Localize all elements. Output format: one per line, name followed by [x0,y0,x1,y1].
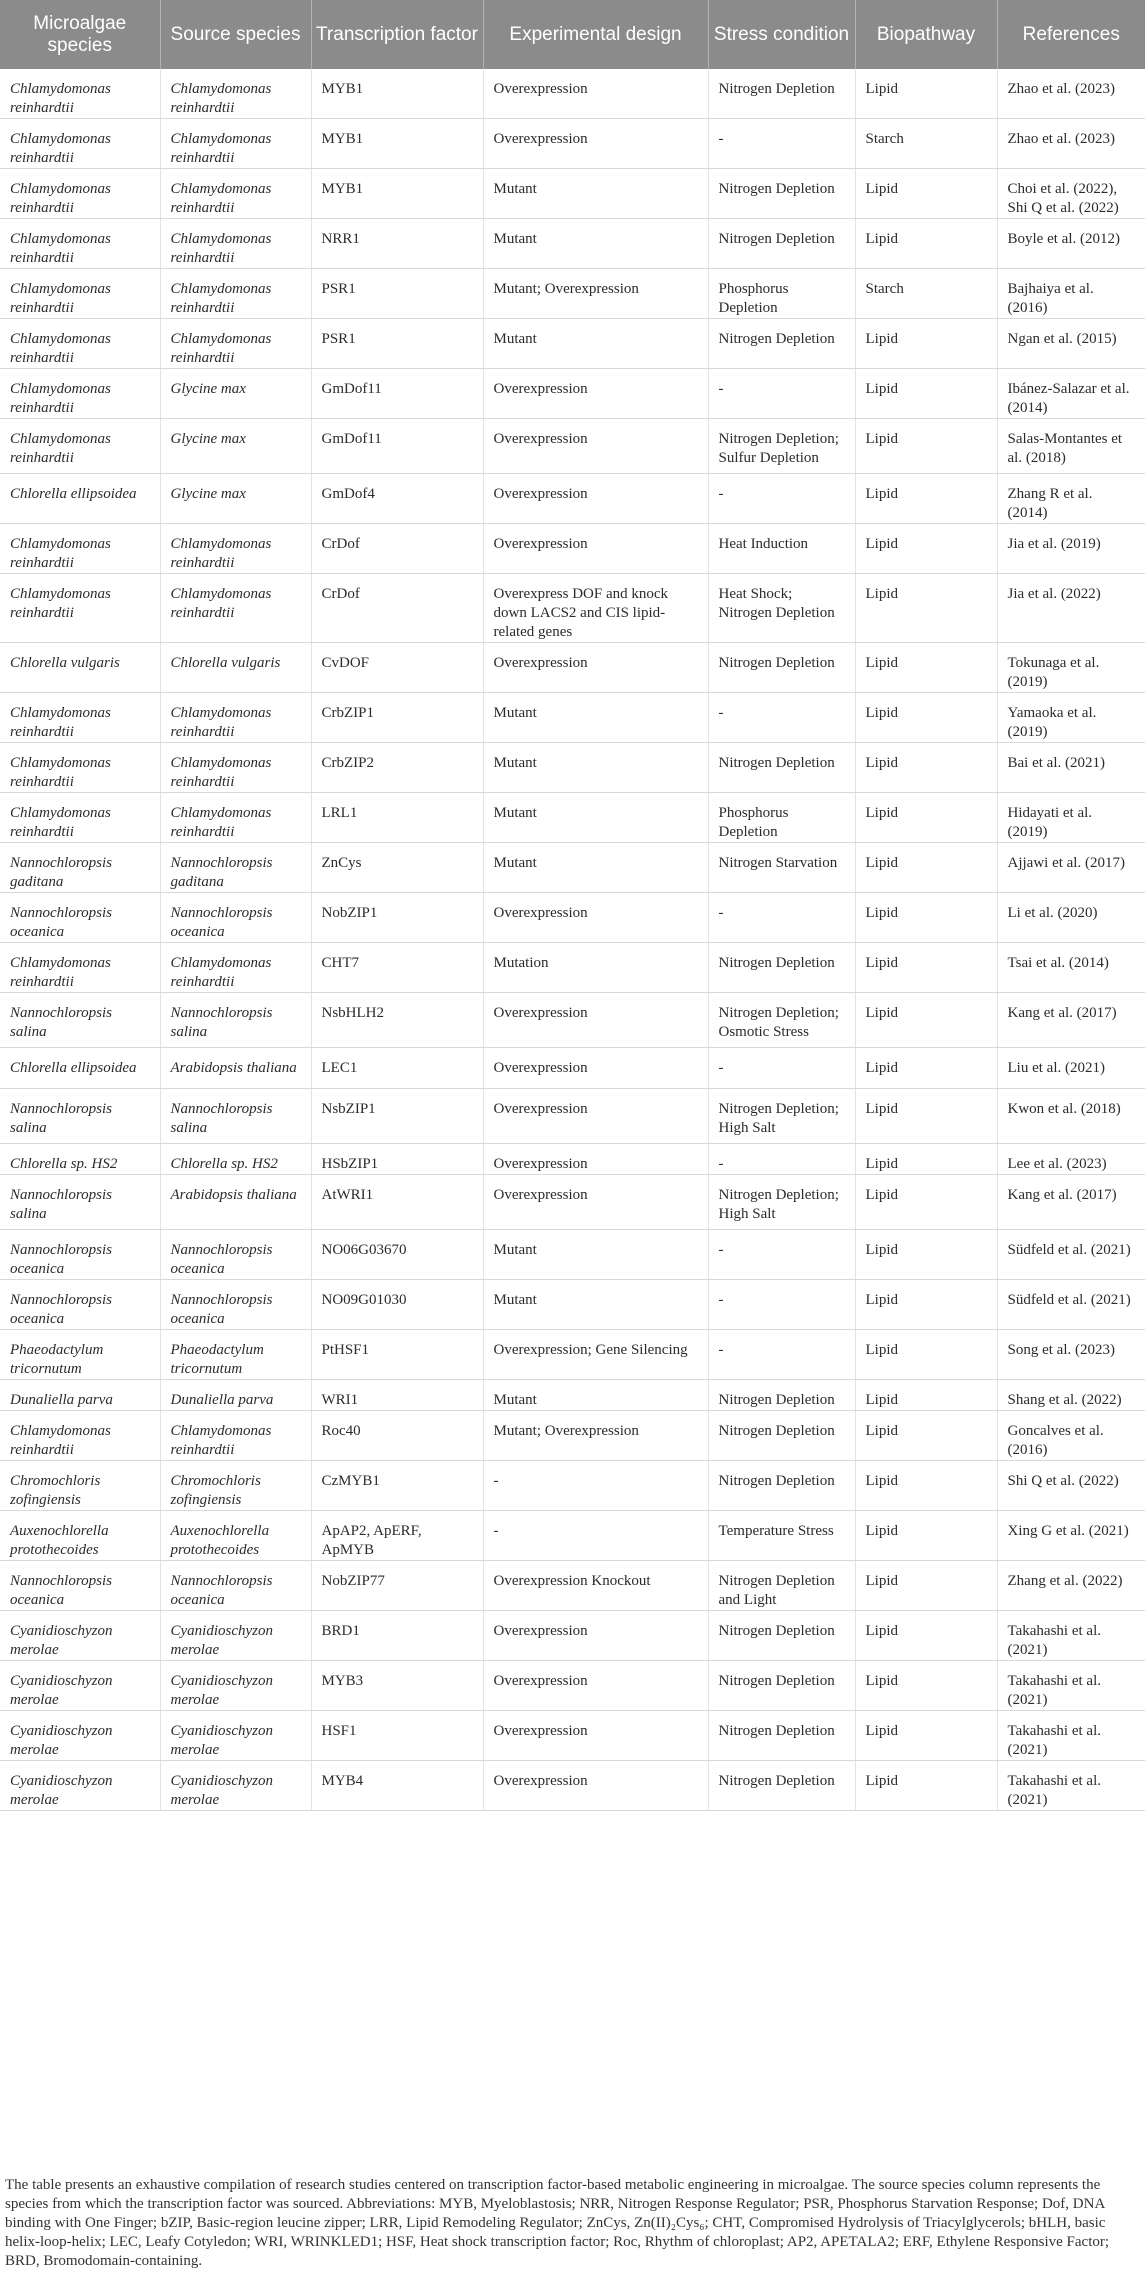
table-row [0,69,1145,119]
cell-biopathway: Starch [855,119,997,169]
cell-reference: Goncalves et al. (2016) [997,1411,1145,1461]
cell-stress-condition: Nitrogen Depletion; High Salt [708,1175,855,1230]
cell-source-species: Chlamydomonas reinhardtii [160,943,311,993]
cell-transcription-factor: MYB1 [311,169,483,219]
cell-reference: Bai et al. (2021) [997,743,1145,793]
cell-microalgae-species: Chlamydomonas reinhardtii [0,69,160,119]
table-row [0,643,1145,693]
cell-stress-condition: - [708,893,855,943]
cell-experimental-design: Overexpression [483,419,708,474]
cell-microalgae-species: Chlamydomonas reinhardtii [0,269,160,319]
cell-microalgae-species: Chlamydomonas reinhardtii [0,1411,160,1461]
cell-source-species: Chlamydomonas reinhardtii [160,119,311,169]
cell-reference: Li et al. (2020) [997,893,1145,943]
cell-transcription-factor: HSF1 [311,1711,483,1761]
cell-reference: Zhao et al. (2023) [997,69,1145,119]
cell-microalgae-species: Chlamydomonas reinhardtii [0,169,160,219]
cell-transcription-factor: WRI1 [311,1380,483,1411]
cell-reference: Choi et al. (2022), Shi Q et al. (2022) [997,169,1145,219]
cell-experimental-design: Mutant [483,219,708,269]
cell-biopathway: Lipid [855,319,997,369]
cell-biopathway: Lipid [855,1411,997,1461]
cell-biopathway: Lipid [855,1330,997,1380]
cell-biopathway: Lipid [855,743,997,793]
cell-reference: Bajhaiya et al. (2016) [997,269,1145,319]
cell-reference: Südfeld et al. (2021) [997,1230,1145,1280]
cell-stress-condition: Nitrogen Depletion; Osmotic Stress [708,993,855,1048]
cell-microalgae-species: Chlamydomonas reinhardtii [0,793,160,843]
cell-microalgae-species: Chlamydomonas reinhardtii [0,419,160,474]
table-row [0,693,1145,743]
cell-reference: Boyle et al. (2012) [997,219,1145,269]
cell-transcription-factor: GmDof11 [311,419,483,474]
cell-source-species: Glycine max [160,474,311,524]
cell-stress-condition: Nitrogen Depletion and Light [708,1561,855,1611]
cell-biopathway: Lipid [855,1175,997,1230]
table-row [0,1175,1145,1230]
cell-biopathway: Lipid [855,1611,997,1661]
cell-experimental-design: Overexpression [483,993,708,1048]
cell-reference: Ibánez-Salazar et al. (2014) [997,369,1145,419]
cell-source-species: Nannochloropsis oceanica [160,1230,311,1280]
cell-transcription-factor: PSR1 [311,319,483,369]
table-row [0,1380,1145,1411]
cell-microalgae-species: Nannochloropsis salina [0,993,160,1048]
table-row [0,943,1145,993]
cell-transcription-factor: CHT7 [311,943,483,993]
cell-experimental-design: Overexpression [483,369,708,419]
cell-stress-condition: Nitrogen Depletion [708,743,855,793]
cell-microalgae-species: Nannochloropsis oceanica [0,1561,160,1611]
cell-source-species: Nannochloropsis gaditana [160,843,311,893]
table-row [0,1561,1145,1611]
cell-experimental-design: Overexpression [483,1661,708,1711]
cell-microalgae-species: Chlamydomonas reinhardtii [0,524,160,574]
cell-biopathway: Lipid [855,993,997,1048]
table-row [0,269,1145,319]
cell-biopathway: Lipid [855,1711,997,1761]
cell-stress-condition: Nitrogen Depletion [708,1611,855,1661]
table-row [0,419,1145,474]
table-row [0,843,1145,893]
cell-reference: Kwon et al. (2018) [997,1089,1145,1144]
cell-transcription-factor: PtHSF1 [311,1330,483,1380]
cell-microalgae-species: Nannochloropsis gaditana [0,843,160,893]
cell-experimental-design: Overexpression [483,1711,708,1761]
cell-transcription-factor: NsbHLH2 [311,993,483,1048]
cell-stress-condition: Nitrogen Depletion [708,169,855,219]
cell-source-species: Auxenochlorella protothecoides [160,1511,311,1561]
table-row [0,1611,1145,1661]
col-header-biopathway: Biopathway [855,0,997,69]
cell-microalgae-species: Chlamydomonas reinhardtii [0,369,160,419]
cell-experimental-design: Mutant [483,1380,708,1411]
cell-microalgae-species: Cyanidioschyzon merolae [0,1611,160,1661]
cell-microalgae-species: Chlamydomonas reinhardtii [0,743,160,793]
cell-reference: Xing G et al. (2021) [997,1511,1145,1561]
cell-reference: Tokunaga et al. (2019) [997,643,1145,693]
cell-stress-condition: - [708,119,855,169]
col-header-microalgae-species: Microalgae species [0,0,160,69]
table-row [0,1761,1145,1811]
cell-stress-condition: - [708,369,855,419]
cell-microalgae-species: Cyanidioschyzon merolae [0,1711,160,1761]
cell-reference: Takahashi et al. (2021) [997,1611,1145,1661]
col-header-references: References [997,0,1145,69]
cell-transcription-factor: BRD1 [311,1611,483,1661]
header-row [0,0,1145,69]
cell-stress-condition: Heat Shock; Nitrogen Depletion [708,574,855,643]
cell-reference: Ngan et al. (2015) [997,319,1145,369]
cell-reference: Takahashi et al. (2021) [997,1711,1145,1761]
cell-source-species: Chlamydomonas reinhardtii [160,269,311,319]
cell-experimental-design: Mutant [483,1230,708,1280]
cell-stress-condition: - [708,1048,855,1089]
cell-source-species: Nannochloropsis salina [160,993,311,1048]
cell-experimental-design: Mutant; Overexpression [483,269,708,319]
cell-stress-condition: Temperature Stress [708,1511,855,1561]
cell-transcription-factor: NobZIP77 [311,1561,483,1611]
cell-stress-condition: Phosphorus Depletion [708,793,855,843]
cell-biopathway: Lipid [855,1761,997,1811]
cell-microalgae-species: Cyanidioschyzon merolae [0,1761,160,1811]
cell-microalgae-species: Dunaliella parva [0,1380,160,1411]
cell-experimental-design: Overexpression [483,1144,708,1175]
table-row [0,574,1145,643]
cell-transcription-factor: NRR1 [311,219,483,269]
cell-transcription-factor: GmDof4 [311,474,483,524]
cell-reference: Salas-Montantes et al. (2018) [997,419,1145,474]
cell-experimental-design: Overexpression [483,1089,708,1144]
cell-experimental-design: Mutant [483,843,708,893]
cell-biopathway: Lipid [855,1230,997,1280]
table-row [0,1280,1145,1330]
cell-stress-condition: Nitrogen Starvation [708,843,855,893]
table-row [0,1089,1145,1144]
cell-source-species: Chlamydomonas reinhardtii [160,69,311,119]
cell-stress-condition: - [708,474,855,524]
table-row [0,319,1145,369]
table-row [0,1230,1145,1280]
cell-transcription-factor: NobZIP1 [311,893,483,943]
cell-source-species: Cyanidioschyzon merolae [160,1611,311,1661]
cell-reference: Kang et al. (2017) [997,993,1145,1048]
table-row [0,893,1145,943]
cell-source-species: Glycine max [160,369,311,419]
cell-reference: Zhang et al. (2022) [997,1561,1145,1611]
cell-biopathway: Lipid [855,1661,997,1711]
table-row [0,1511,1145,1561]
cell-reference: Shi Q et al. (2022) [997,1461,1145,1511]
cell-reference: Ajjawi et al. (2017) [997,843,1145,893]
cell-source-species: Nannochloropsis oceanica [160,893,311,943]
cell-stress-condition: Nitrogen Depletion [708,643,855,693]
cell-microalgae-species: Nannochloropsis salina [0,1089,160,1144]
cell-source-species: Chlamydomonas reinhardtii [160,693,311,743]
table-row [0,1411,1145,1461]
cell-source-species: Chlamydomonas reinhardtii [160,169,311,219]
cell-experimental-design: Overexpression Knockout [483,1561,708,1611]
cell-microalgae-species: Chlorella ellipsoidea [0,1048,160,1089]
cell-microalgae-species: Chlamydomonas reinhardtii [0,943,160,993]
cell-experimental-design: Overexpression [483,119,708,169]
cell-stress-condition: Nitrogen Depletion [708,1661,855,1711]
cell-experimental-design: Overexpression [483,1175,708,1230]
cell-transcription-factor: ApAP2, ApERF, ApMYB [311,1511,483,1561]
cell-source-species: Chromochloris zofingiensis [160,1461,311,1511]
cell-transcription-factor: CzMYB1 [311,1461,483,1511]
table-row [0,369,1145,419]
cell-stress-condition: Nitrogen Depletion [708,219,855,269]
col-header-stress-condition: Stress condition [708,0,855,69]
cell-experimental-design: Overexpression [483,893,708,943]
cell-transcription-factor: MYB1 [311,69,483,119]
cell-source-species: Cyanidioschyzon merolae [160,1661,311,1711]
cell-transcription-factor: HSbZIP1 [311,1144,483,1175]
table-body [0,69,1145,1811]
cell-stress-condition: Nitrogen Depletion [708,1380,855,1411]
cell-biopathway: Lipid [855,693,997,743]
cell-biopathway: Lipid [855,1144,997,1175]
cell-reference: Lee et al. (2023) [997,1144,1145,1175]
table-row [0,1661,1145,1711]
cell-experimental-design: - [483,1511,708,1561]
cell-reference: Takahashi et al. (2021) [997,1661,1145,1711]
cell-transcription-factor: NO09G01030 [311,1280,483,1330]
cell-experimental-design: Overexpression [483,524,708,574]
cell-reference: Tsai et al. (2014) [997,943,1145,993]
cell-reference: Jia et al. (2022) [997,574,1145,643]
table-row [0,1144,1145,1175]
cell-biopathway: Lipid [855,893,997,943]
cell-experimental-design: Mutant; Overexpression [483,1411,708,1461]
cell-transcription-factor: LRL1 [311,793,483,843]
cell-biopathway: Lipid [855,474,997,524]
cell-experimental-design: Mutant [483,319,708,369]
cell-reference: Kang et al. (2017) [997,1175,1145,1230]
cell-stress-condition: - [708,1230,855,1280]
cell-microalgae-species: Chlorella ellipsoidea [0,474,160,524]
cell-source-species: Chlamydomonas reinhardtii [160,793,311,843]
table-row [0,793,1145,843]
cell-source-species: Phaeodactylum tricornutum [160,1330,311,1380]
cell-source-species: Arabidopsis thaliana [160,1175,311,1230]
cell-source-species: Chlorella sp. HS2 [160,1144,311,1175]
cell-experimental-design: Overexpression [483,1048,708,1089]
table-row [0,1461,1145,1511]
cell-microalgae-species: Chlorella vulgaris [0,643,160,693]
cell-transcription-factor: AtWRI1 [311,1175,483,1230]
cell-transcription-factor: MYB4 [311,1761,483,1811]
cell-reference: Yamaoka et al. (2019) [997,693,1145,743]
cell-source-species: Cyanidioschyzon merolae [160,1711,311,1761]
cell-microalgae-species: Cyanidioschyzon merolae [0,1661,160,1711]
cell-stress-condition: Nitrogen Depletion [708,1411,855,1461]
table-row [0,993,1145,1048]
cell-biopathway: Lipid [855,574,997,643]
cell-microalgae-species: Chlamydomonas reinhardtii [0,119,160,169]
table-row [0,1330,1145,1380]
cell-reference: Takahashi et al. (2021) [997,1761,1145,1811]
cell-experimental-design: Overexpression [483,1761,708,1811]
cell-transcription-factor: GmDof11 [311,369,483,419]
cell-experimental-design: Mutant [483,693,708,743]
cell-biopathway: Lipid [855,643,997,693]
cell-transcription-factor: CrDof [311,574,483,643]
cell-transcription-factor: NO06G03670 [311,1230,483,1280]
cell-source-species: Glycine max [160,419,311,474]
cell-microalgae-species: Nannochloropsis oceanica [0,893,160,943]
cell-reference: Hidayati et al. (2019) [997,793,1145,843]
table-row [0,743,1145,793]
cell-reference: Zhao et al. (2023) [997,119,1145,169]
cell-biopathway: Lipid [855,1089,997,1144]
table-row [0,169,1145,219]
cell-biopathway: Lipid [855,843,997,893]
col-header-transcription-factor: Transcription factor [311,0,483,69]
cell-transcription-factor: Roc40 [311,1411,483,1461]
cell-microalgae-species: Nannochloropsis oceanica [0,1230,160,1280]
cell-stress-condition: Nitrogen Depletion [708,69,855,119]
cell-transcription-factor: ZnCys [311,843,483,893]
cell-microalgae-species: Nannochloropsis salina [0,1175,160,1230]
cell-source-species: Chlamydomonas reinhardtii [160,574,311,643]
cell-transcription-factor: CvDOF [311,643,483,693]
cell-transcription-factor: NsbZIP1 [311,1089,483,1144]
cell-experimental-design: Overexpress DOF and knock down LACS2 and CIS lipid-related genes [483,574,708,643]
cell-source-species: Chlorella vulgaris [160,643,311,693]
cell-transcription-factor: PSR1 [311,269,483,319]
cell-stress-condition: - [708,1144,855,1175]
col-header-source-species: Source species [160,0,311,69]
col-header-experimental-design: Experimental design [483,0,708,69]
cell-stress-condition: Nitrogen Depletion [708,1461,855,1511]
cell-biopathway: Lipid [855,1280,997,1330]
cell-source-species: Chlamydomonas reinhardtii [160,743,311,793]
cell-reference: Zhang R et al. (2014) [997,474,1145,524]
cell-transcription-factor: CrDof [311,524,483,574]
cell-microalgae-species: Phaeodactylum tricornutum [0,1330,160,1380]
cell-stress-condition: - [708,693,855,743]
cell-stress-condition: Heat Induction [708,524,855,574]
cell-experimental-design: - [483,1461,708,1511]
table-row [0,524,1145,574]
cell-stress-condition: Nitrogen Depletion [708,943,855,993]
cell-microalgae-species: Chlamydomonas reinhardtii [0,319,160,369]
cell-biopathway: Lipid [855,1048,997,1089]
cell-transcription-factor: MYB3 [311,1661,483,1711]
cell-transcription-factor: MYB1 [311,119,483,169]
table-row [0,119,1145,169]
cell-biopathway: Lipid [855,369,997,419]
cell-biopathway: Lipid [855,169,997,219]
cell-source-species: Arabidopsis thaliana [160,1048,311,1089]
cell-source-species: Cyanidioschyzon merolae [160,1761,311,1811]
cell-biopathway: Lipid [855,1561,997,1611]
cell-experimental-design: Overexpression [483,69,708,119]
cell-microalgae-species: Chlamydomonas reinhardtii [0,574,160,643]
cell-biopathway: Lipid [855,943,997,993]
cell-stress-condition: Nitrogen Depletion [708,1761,855,1811]
cell-source-species: Chlamydomonas reinhardtii [160,1411,311,1461]
cell-experimental-design: Overexpression [483,474,708,524]
cell-reference: Song et al. (2023) [997,1330,1145,1380]
cell-experimental-design: Mutant [483,793,708,843]
cell-microalgae-species: Chromochloris zofingiensis [0,1461,160,1511]
cell-source-species: Nannochloropsis oceanica [160,1561,311,1611]
cell-biopathway: Lipid [855,524,997,574]
cell-reference: Liu et al. (2021) [997,1048,1145,1089]
cell-experimental-design: Overexpression; Gene Silencing [483,1330,708,1380]
cell-biopathway: Starch [855,269,997,319]
cell-transcription-factor: CrbZIP1 [311,693,483,743]
cell-stress-condition: - [708,1280,855,1330]
cell-stress-condition: Nitrogen Depletion; Sulfur Depletion [708,419,855,474]
cell-experimental-design: Mutant [483,1280,708,1330]
cell-stress-condition: Nitrogen Depletion [708,319,855,369]
cell-microalgae-species: Chlamydomonas reinhardtii [0,219,160,269]
cell-transcription-factor: CrbZIP2 [311,743,483,793]
cell-biopathway: Lipid [855,69,997,119]
cell-stress-condition: Nitrogen Depletion; High Salt [708,1089,855,1144]
cell-microalgae-species: Auxenochlorella protothecoides [0,1511,160,1561]
cell-source-species: Chlamydomonas reinhardtii [160,524,311,574]
cell-transcription-factor: LEC1 [311,1048,483,1089]
cell-reference: Jia et al. (2019) [997,524,1145,574]
cell-microalgae-species: Chlorella sp. HS2 [0,1144,160,1175]
cell-microalgae-species: Nannochloropsis oceanica [0,1280,160,1330]
table-row [0,1048,1145,1089]
cell-source-species: Chlamydomonas reinhardtii [160,219,311,269]
cell-biopathway: Lipid [855,1380,997,1411]
cell-source-species: Dunaliella parva [160,1380,311,1411]
table-row [0,474,1145,524]
cell-stress-condition: - [708,1330,855,1380]
cell-biopathway: Lipid [855,419,997,474]
cell-biopathway: Lipid [855,793,997,843]
cell-source-species: Nannochloropsis salina [160,1089,311,1144]
cell-experimental-design: Overexpression [483,643,708,693]
cell-source-species: Chlamydomonas reinhardtii [160,319,311,369]
table-row [0,1711,1145,1761]
cell-reference: Südfeld et al. (2021) [997,1280,1145,1330]
cell-experimental-design: Overexpression [483,1611,708,1661]
cell-microalgae-species: Chlamydomonas reinhardtii [0,693,160,743]
cell-biopathway: Lipid [855,1461,997,1511]
cell-experimental-design: Mutation [483,943,708,993]
cell-experimental-design: Mutant [483,743,708,793]
table-row [0,219,1145,269]
cell-stress-condition: Phosphorus Depletion [708,269,855,319]
cell-experimental-design: Mutant [483,169,708,219]
table-header [0,0,1145,69]
cell-stress-condition: Nitrogen Depletion [708,1711,855,1761]
cell-reference: Shang et al. (2022) [997,1380,1145,1411]
cell-source-species: Nannochloropsis oceanica [160,1280,311,1330]
cell-biopathway: Lipid [855,1511,997,1561]
cell-biopathway: Lipid [855,219,997,269]
table-footnote: The table presents an exhaustive compilation of research studies centered on transcription factor-based metabolic engineering in microalgae. The source species column represents the species from which the transcription factor was sourced. Abbreviations: MYB, Myeloblastosis; NRR, Nitrogen Response Regulator; PSR, Phosphorus Starvation Response; Dof, DNA binding with One Finger; bZIP, Basic-region leucine zipper; LRR, Lipid Remodeling Regulator; ZnCys, Zn(II)₂Cys₆; CHT, Compromised Hydrolysis of Triacylglycerols; bHLH, basic helix-loop-helix; LEC, Leafy Cotyledon; WRI, WRINKLED1; HSF, Heat shock transcription factor; Roc, Rhythm of chloroplast; AP2, APETALA2; ERF, Ethylene Responsive Factor; BRD, Bromodomain-containing. [5,2177,1110,2269]
